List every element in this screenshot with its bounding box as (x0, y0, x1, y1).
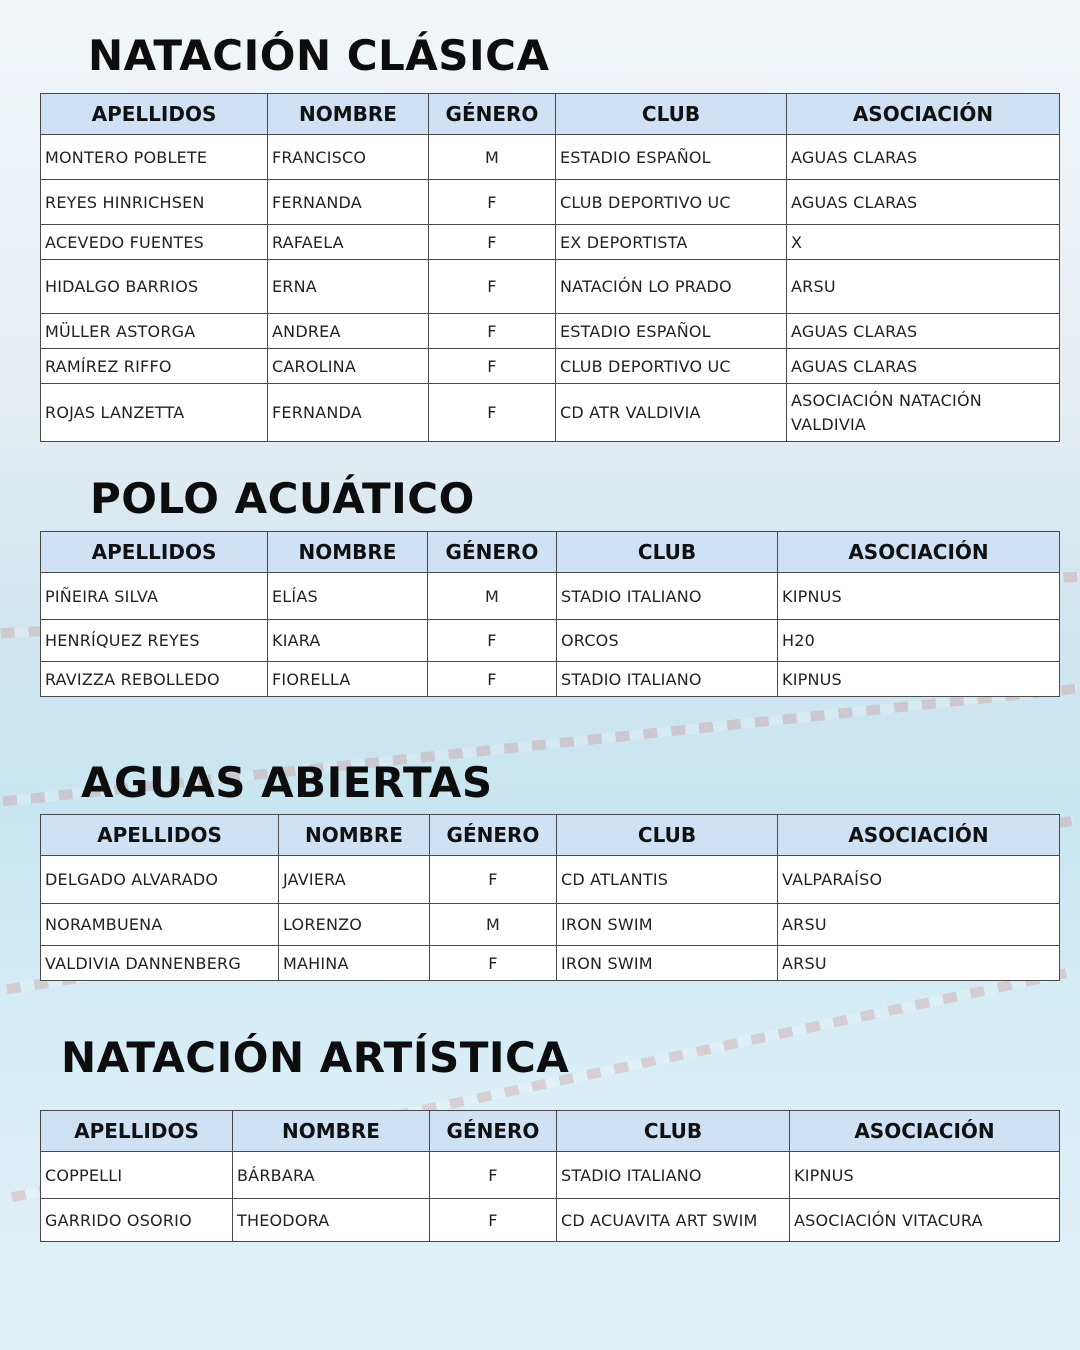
cell-genero: F (430, 946, 557, 981)
header-asociacion: ASOCIACIÓN (778, 815, 1060, 856)
cell-asociacion: AGUAS CLARAS (787, 349, 1060, 384)
cell-nombre: FRANCISCO (268, 135, 429, 180)
cell-apellidos: PIÑEIRA SILVA (41, 573, 268, 620)
header-genero: GÉNERO (429, 94, 556, 135)
cell-club: ESTADIO ESPAÑOL (556, 135, 787, 180)
cell-apellidos: HIDALGO BARRIOS (41, 260, 268, 314)
header-nombre: NOMBRE (268, 532, 428, 573)
cell-genero: M (429, 135, 556, 180)
cell-genero: F (430, 1199, 557, 1242)
cell-asociacion: H20 (778, 620, 1060, 662)
table-row (41, 946, 1060, 981)
table-aguas-abiertas (40, 814, 1060, 981)
cell-nombre: FERNANDA (268, 180, 429, 225)
cell-club: CLUB DEPORTIVO UC (556, 180, 787, 225)
cell-asociacion: AGUAS CLARAS (787, 314, 1060, 349)
table-row (41, 1199, 1060, 1242)
cell-asociacion: ASOCIACIÓN NATACIÓN VALDIVIA (787, 384, 1060, 442)
cell-asociacion: KIPNUS (790, 1152, 1060, 1199)
table-row (41, 1152, 1060, 1199)
table-row (41, 225, 1060, 260)
section-title-natacion-clasica: NATACIÓN CLÁSICA (88, 31, 550, 80)
cell-genero: F (430, 856, 557, 904)
cell-nombre: KIARA (268, 620, 428, 662)
header-apellidos: APELLIDOS (41, 815, 279, 856)
table-row (41, 135, 1060, 180)
cell-club: STADIO ITALIANO (557, 573, 778, 620)
header-club: CLUB (557, 1111, 790, 1152)
cell-apellidos: RAVIZZA REBOLLEDO (41, 662, 268, 697)
cell-genero: F (430, 1152, 557, 1199)
cell-genero: F (429, 384, 556, 442)
cell-nombre: THEODORA (233, 1199, 430, 1242)
cell-apellidos: ROJAS LANZETTA (41, 384, 268, 442)
cell-asociacion: KIPNUS (778, 662, 1060, 697)
cell-apellidos: RAMÍREZ RIFFO (41, 349, 268, 384)
cell-nombre: ERNA (268, 260, 429, 314)
header-genero: GÉNERO (430, 1111, 557, 1152)
cell-asociacion: KIPNUS (778, 573, 1060, 620)
cell-nombre: CAROLINA (268, 349, 429, 384)
table-header-row (41, 815, 1060, 856)
table-row (41, 260, 1060, 314)
header-nombre: NOMBRE (233, 1111, 430, 1152)
cell-genero: F (429, 260, 556, 314)
cell-genero: F (429, 225, 556, 260)
cell-nombre: FERNANDA (268, 384, 429, 442)
table-header-row (41, 94, 1060, 135)
header-apellidos: APELLIDOS (41, 1111, 233, 1152)
section-title-natacion-artistica: NATACIÓN ARTÍSTICA (61, 1033, 570, 1082)
cell-club: CD ACUAVITA ART SWIM (557, 1199, 790, 1242)
cell-club: STADIO ITALIANO (557, 1152, 790, 1199)
table-row (41, 349, 1060, 384)
cell-asociacion: ARSU (787, 260, 1060, 314)
header-club: CLUB (556, 94, 787, 135)
cell-genero: F (428, 620, 557, 662)
header-genero: GÉNERO (428, 532, 557, 573)
cell-genero: F (429, 314, 556, 349)
cell-apellidos: MONTERO POBLETE (41, 135, 268, 180)
cell-club: ORCOS (557, 620, 778, 662)
header-apellidos: APELLIDOS (41, 532, 268, 573)
cell-nombre: RAFAELA (268, 225, 429, 260)
header-club: CLUB (557, 532, 778, 573)
section-title-aguas-abiertas: AGUAS ABIERTAS (81, 758, 493, 807)
cell-club: ESTADIO ESPAÑOL (556, 314, 787, 349)
cell-asociacion: ARSU (778, 946, 1060, 981)
table-header-row (41, 532, 1060, 573)
cell-apellidos: NORAMBUENA (41, 904, 279, 946)
section-title-polo-acuatico: POLO ACUÁTICO (90, 474, 475, 523)
cell-apellidos: ACEVEDO FUENTES (41, 225, 268, 260)
cell-genero: M (430, 904, 557, 946)
cell-genero: M (428, 573, 557, 620)
header-asociacion: ASOCIACIÓN (778, 532, 1060, 573)
cell-nombre: ANDREA (268, 314, 429, 349)
cell-club: IRON SWIM (557, 946, 778, 981)
cell-asociacion: ARSU (778, 904, 1060, 946)
header-asociacion: ASOCIACIÓN (787, 94, 1060, 135)
cell-nombre: LORENZO (279, 904, 430, 946)
cell-asociacion: VALPARAÍSO (778, 856, 1060, 904)
header-genero: GÉNERO (430, 815, 557, 856)
table-row (41, 180, 1060, 225)
cell-apellidos: GARRIDO OSORIO (41, 1199, 233, 1242)
cell-nombre: ELÍAS (268, 573, 428, 620)
cell-asociacion: X (787, 225, 1060, 260)
table-natacion-clasica (40, 93, 1060, 442)
cell-nombre: JAVIERA (279, 856, 430, 904)
cell-club: STADIO ITALIANO (557, 662, 778, 697)
cell-club: CLUB DEPORTIVO UC (556, 349, 787, 384)
table-polo-acuatico (40, 531, 1060, 697)
cell-genero: F (428, 662, 557, 697)
header-nombre: NOMBRE (279, 815, 430, 856)
cell-apellidos: DELGADO ALVARADO (41, 856, 279, 904)
cell-asociacion: AGUAS CLARAS (787, 180, 1060, 225)
cell-nombre: MAHINA (279, 946, 430, 981)
header-nombre: NOMBRE (268, 94, 429, 135)
header-apellidos: APELLIDOS (41, 94, 268, 135)
header-club: CLUB (557, 815, 778, 856)
table-row (41, 384, 1060, 442)
cell-club: NATACIÓN LO PRADO (556, 260, 787, 314)
table-row (41, 620, 1060, 662)
cell-club: CD ATLANTIS (557, 856, 778, 904)
cell-club: IRON SWIM (557, 904, 778, 946)
cell-apellidos: MÜLLER ASTORGA (41, 314, 268, 349)
cell-club: CD ATR VALDIVIA (556, 384, 787, 442)
table-row (41, 856, 1060, 904)
cell-apellidos: REYES HINRICHSEN (41, 180, 268, 225)
cell-apellidos: VALDIVIA DANNENBERG (41, 946, 279, 981)
cell-asociacion: AGUAS CLARAS (787, 135, 1060, 180)
table-row (41, 314, 1060, 349)
cell-asociacion: ASOCIACIÓN VITACURA (790, 1199, 1060, 1242)
table-natacion-artistica (40, 1110, 1060, 1242)
table-row (41, 904, 1060, 946)
cell-nombre: FIORELLA (268, 662, 428, 697)
table-row (41, 662, 1060, 697)
header-asociacion: ASOCIACIÓN (790, 1111, 1060, 1152)
cell-genero: F (429, 180, 556, 225)
cell-club: EX DEPORTISTA (556, 225, 787, 260)
table-row (41, 573, 1060, 620)
cell-nombre: BÁRBARA (233, 1152, 430, 1199)
cell-apellidos: COPPELLI (41, 1152, 233, 1199)
cell-apellidos: HENRÍQUEZ REYES (41, 620, 268, 662)
table-header-row (41, 1111, 1060, 1152)
cell-genero: F (429, 349, 556, 384)
